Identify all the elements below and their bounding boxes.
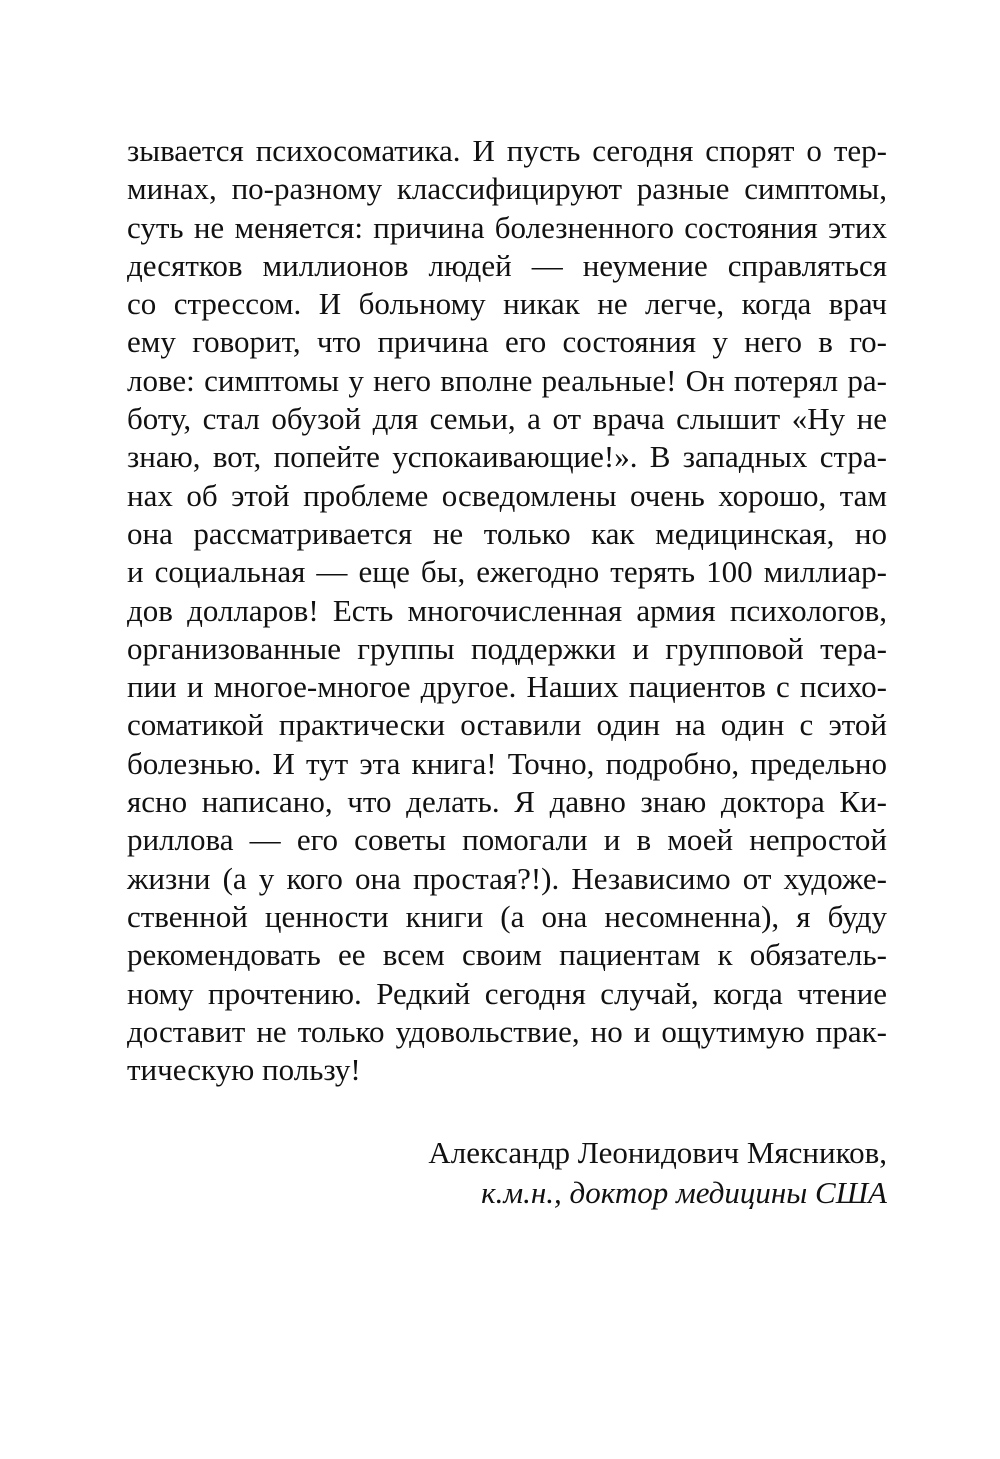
text-line: она рассматривается не только как медицинская, но	[127, 515, 887, 551]
text-line: суть не меняется: причина болезненного состояния этих	[127, 209, 887, 245]
text-line: доставит не только удовольствие, но и ощутимую прак-	[127, 1013, 887, 1049]
text-line: болезнью. И тут эта книга! Точно, подробно, предельно	[127, 745, 887, 781]
text-line: лове: симптомы у него вполне реальные! Он потерял ра-	[127, 362, 887, 398]
author-credentials: к.м.н., доктор медицины США	[481, 1175, 887, 1210]
text-line: ясно написано, что делать. Я давно знаю доктора Ки-	[127, 784, 887, 820]
text-line: ему говорит, что причина его состояния у него в го-	[127, 324, 887, 360]
text-line: дов долларов! Есть многочисленная армия психологов,	[127, 592, 887, 628]
text-line: организованные группы поддержки и групповой тера-	[127, 630, 887, 666]
text-line: ному прочтению. Редкий сегодня случай, когда чтение	[127, 975, 887, 1011]
text-line: и социальная — еще бы, ежегодно терять 100 миллиар-	[127, 554, 887, 590]
body-text	[127, 132, 887, 1089]
text-line: боту, стал обузой для семьи, а от врача слышит «Ну не	[127, 401, 887, 437]
text-line: со стрессом. И больному никак не легче, когда врач	[127, 286, 887, 322]
text-line: десятков миллионов людей — неумение справляться	[127, 247, 887, 283]
text-line: жизни (а у кого она простая?!). Независимо от художе-	[127, 860, 887, 896]
text-line: пии и многое-многое другое. Наших пациентов с психо-	[127, 669, 887, 705]
text-line: рекомендовать ее всем своим пациентам к обязатель-	[127, 937, 887, 973]
text-line: ственной ценности книги (а она несомненна), я буду	[127, 898, 887, 934]
signature-block	[428, 1133, 887, 1213]
text-line: минах, по-разному классифицируют разные симптомы,	[127, 171, 887, 207]
text-line: нах об этой проблеме осведомлены очень хорошо, там	[127, 477, 887, 513]
text-line: соматикой практически оставили один на один с этой	[127, 707, 887, 743]
author-name: Александр Леонидович Мясников,	[428, 1135, 887, 1170]
text-line: знаю, вот, попейте успокаивающие!». В западных стра-	[127, 439, 887, 475]
text-line: зывается психосоматика. И пусть сегодня спорят о тер-	[127, 133, 887, 168]
text-line: тическую пользу!	[127, 1052, 361, 1088]
text-line: риллова — его советы помогали и в моей непростой	[127, 822, 887, 858]
